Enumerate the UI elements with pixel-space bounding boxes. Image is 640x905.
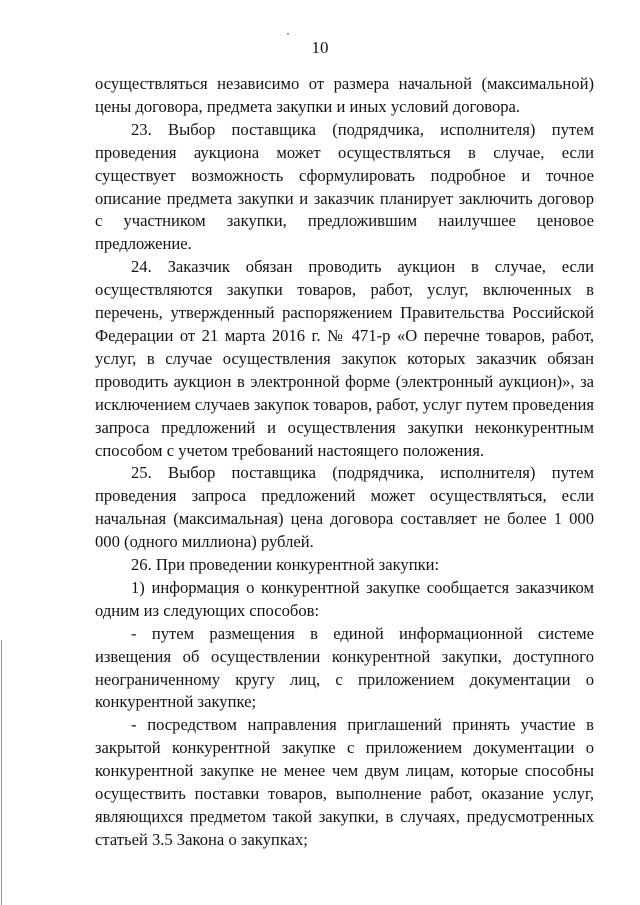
- paragraph-continuation: осуществляться независимо от размера начальной (максимальной) цены договора, предмета закупки и иных условий договора.: [95, 74, 594, 116]
- paragraph-item-23: 23. Выбор поставщика (подрядчика, исполнителя) путем проведения аукциона может осуществляться в случае, если существует возможность сформулировать подробное и точное описание предмета закупки и заказчик планирует заключить договор с участником закупки, предложившим наилучшее ценовое предложение.: [95, 119, 594, 254]
- document-body: [95, 73, 594, 852]
- paragraph-item-26-1-a: - путем размещения в единой информационной системе извещения об осуществлении конкурентной закупки, доступного неограниченному кругу лиц, с приложением документации о конкурентной закупке;: [95, 623, 594, 712]
- paragraph-item-26-1-b: - посредством направления приглашений принять участие в закрытой конкурентной закупке с приложением документации о конкурентной закупке не менее чем двум лицам, которые способны осуществить поставки товаров, выполнение работ, оказание услуг, являющихся предметом такой закупки, в случаях, предусмотренных статьей 3.5 Закона о закупках;: [95, 715, 594, 849]
- scan-speck: [287, 33, 289, 35]
- scan-edge-line: [1, 640, 2, 905]
- paragraph-item-26: 26. При проведении конкурентной закупки:: [131, 555, 440, 575]
- page-number: 10: [311, 38, 329, 57]
- paragraph-item-26-1: 1) информация о конкурентной закупке сообщается заказчиком одним из следующих способов:: [95, 577, 594, 620]
- paragraph-item-25: 25. Выбор поставщика (подрядчика, исполнителя) путем проведения запроса предложений может осуществляться, если начальная (максимальная) цена договора составляет не более 1 000 000 (одного миллиона) рублей.: [95, 463, 594, 552]
- paragraph-item-24: 24. Заказчик обязан проводить аукцион в случае, если осуществляются закупки товаров, работ, услуг, включенных в перечень, утвержденный распоряжением Правительства Российской Федерации от 21 марта 2016 г. № 471-р «О перечне товаров, работ, услуг, в случае осуществления закупок которых заказчик обязан проводить аукцион в электронной форме (электронный аукцион)», за исключением случаев закупок товаров, работ, услуг путем проведения запроса предложений и осуществления закупки неконкурентным способом с учетом требований настоящего положения.: [95, 257, 594, 460]
